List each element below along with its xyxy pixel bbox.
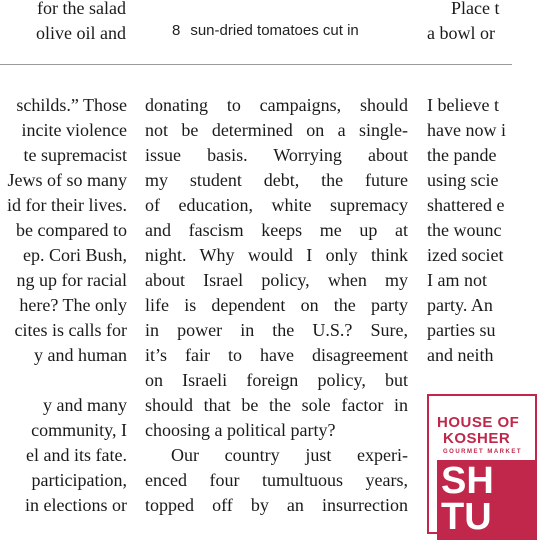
paragraph-first-line: Our country just experi-: [171, 445, 408, 465]
text-line: be compared to: [16, 220, 127, 240]
text-line: here? The only: [19, 295, 127, 315]
text-line: enced four tumultuous years,: [145, 470, 408, 490]
article-column-right: [427, 93, 512, 368]
text-line: and neith: [427, 345, 494, 365]
ad-brand-line-1: HOUSE OF: [437, 414, 520, 431]
top-left-line-1: for the salad: [37, 0, 126, 18]
text-line: y and many: [43, 395, 127, 415]
text-line: not be determined on a single-: [145, 120, 408, 140]
text-line: donating to campaigns, should: [145, 95, 408, 115]
ad-brand-line-2: KOSHER: [443, 430, 511, 447]
text-line: I believe t: [427, 95, 499, 115]
article-column-left: [0, 93, 127, 518]
text-line: shattered e: [427, 195, 505, 215]
text-line: about Israel policy, when my: [145, 270, 408, 290]
text-line: my student debt, the future: [145, 170, 408, 190]
advertisement: [427, 394, 537, 538]
text-line: I am not: [427, 270, 487, 290]
text-line: y and human: [34, 345, 127, 365]
text-line: issue basis. Worrying about: [145, 145, 408, 165]
recipe-step: [172, 22, 359, 39]
text-line: te supremacist: [23, 145, 127, 165]
text-line: should that be the sole factor in: [145, 395, 408, 415]
ad-tagline: GOURMET MARKET: [443, 449, 522, 455]
article-column-middle: [145, 93, 408, 518]
text-line: el and its fate.: [26, 445, 127, 465]
text-line: parties su: [427, 320, 496, 340]
text-line: night. Why would I only think: [145, 245, 408, 265]
text-line: the pande: [427, 145, 497, 165]
text-line: community, I: [31, 420, 127, 440]
text-line: it’s fair to have disagreement: [145, 345, 408, 365]
text-line: in elections or: [25, 495, 127, 515]
text-line: cites is calls for: [14, 320, 127, 340]
recipe-step-text: sun-dried tomatoes cut in: [190, 22, 359, 39]
text-line: ep. Cori Bush,: [22, 245, 127, 265]
text-line: choosing a political party?: [145, 420, 336, 440]
ad-headline-box: [437, 460, 537, 540]
text-line: in power in the U.S.? Sure,: [145, 320, 408, 340]
recipe-step-number: 8: [172, 22, 181, 39]
text-line: and fascism keeps me up at: [145, 220, 408, 240]
blank-line: [0, 368, 127, 393]
top-left-line-2: olive oil and: [36, 23, 126, 43]
text-line: ized societ: [427, 245, 504, 265]
text-line: on Israeli foreign policy, but: [145, 370, 408, 390]
text-line: have now i: [427, 120, 506, 140]
text-line: the wounc: [427, 220, 502, 240]
text-line: participation,: [31, 470, 127, 490]
text-line: of education, white supremacy: [145, 195, 408, 215]
top-right-line-1: Place t: [451, 0, 500, 18]
ad-headline-line-2: TU: [441, 496, 492, 538]
text-line: life is dependent on the party: [145, 295, 408, 315]
text-line: party. An: [427, 295, 493, 315]
ad-headline-line-1: SH: [441, 460, 494, 502]
text-line: incite violence: [21, 120, 127, 140]
text-line: Jews of so many: [7, 170, 127, 190]
text-line: schilds.” Those: [16, 95, 127, 115]
text-line: using scie: [427, 170, 499, 190]
section-divider: [0, 64, 512, 65]
top-right-line-2: a bowl or: [427, 23, 495, 43]
text-line: ng up for racial: [16, 270, 127, 290]
text-line: id for their lives.: [7, 195, 127, 215]
text-line: topped off by an insurrection: [145, 495, 408, 515]
